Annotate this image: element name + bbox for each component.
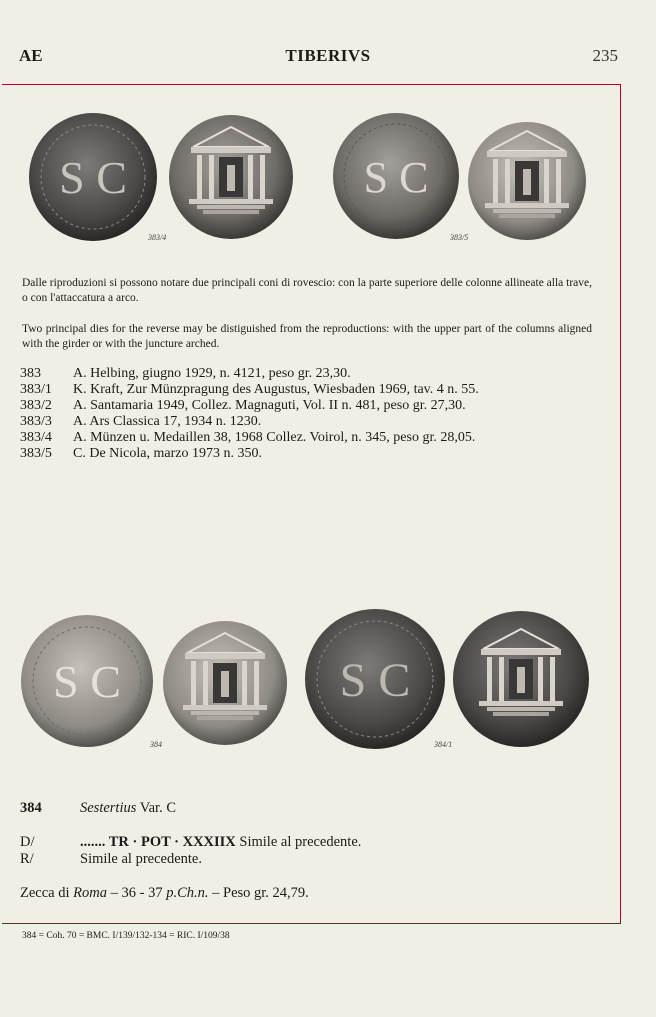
entry-reverse	[20, 851, 202, 868]
mint-era: p.Ch.n.	[166, 885, 209, 901]
reference-row	[20, 430, 610, 446]
entry-variant: Var. C	[136, 800, 177, 816]
paragraph-english: Two principal dies for the reverse may be distiguished from the reproductions: with the upper part of the columns aligned with the girder or with the juncture arched.	[22, 323, 592, 350]
entry-obverse	[20, 834, 361, 851]
coin-reverse-383-4	[166, 112, 296, 242]
footnote: 384 = Coh. 70 = BMC. I/139/132-134 = RIC. I/109/38	[22, 931, 230, 941]
mint-weight: – Peso gr. 24,79.	[208, 885, 309, 901]
header-title: TIBERIVS	[285, 46, 371, 65]
coin-obverse-384	[18, 612, 156, 750]
obverse-dots: .......	[80, 834, 109, 850]
mint-city: Roma	[73, 885, 107, 901]
reference-number: 383/4	[20, 430, 52, 445]
caption-383-4: 383/4	[148, 233, 167, 242]
sc-legend: S C	[53, 656, 121, 707]
reference-text: A. Santamaria 1949, Collez. Magnaguti, Vol. II n. 481, peso gr. 27,30.	[73, 398, 466, 413]
reference-number: 383	[20, 366, 41, 381]
coin-obverse-383-4	[26, 110, 160, 244]
entry-denomination: Sestertius	[80, 800, 137, 816]
reference-number: 383/3	[20, 414, 52, 429]
coin-obverse-383-5	[330, 110, 462, 242]
entry-number: 384	[20, 800, 42, 816]
reference-row	[20, 414, 610, 430]
mint-date: – 36 - 37	[106, 885, 167, 901]
coin-plate-bottom	[0, 598, 656, 768]
reference-text: A. Münzen u. Medaillen 38, 1968 Collez. Voirol, n. 345, peso gr. 28,05.	[73, 430, 476, 445]
coin-obverse-384-1	[302, 606, 448, 752]
header-left: AE	[19, 46, 43, 65]
reference-text: K. Kraft, Zur Münzpragung des Augustus, Wiesbaden 1969, tav. 4 n. 55.	[73, 382, 479, 397]
entry-heading	[20, 800, 176, 817]
reference-row	[20, 366, 610, 382]
reference-row	[20, 398, 610, 414]
caption-384: 384	[150, 740, 162, 749]
reference-number: 383/1	[20, 382, 52, 397]
sc-legend: S C	[363, 153, 429, 202]
reference-row	[20, 382, 610, 398]
reference-list	[20, 366, 610, 462]
page-number: 235	[592, 46, 618, 65]
paragraph-italian: Dalle riproduzioni si possono notare due principali coni di rovescio: con la parte superiore delle colonne allineate alla trave, o con l'attaccatura a arco.	[22, 277, 593, 304]
reference-text: C. De Nicola, marzo 1973 n. 350.	[73, 446, 262, 461]
coin-reverse-384-1	[450, 608, 592, 750]
caption-384-1: 384/1	[434, 740, 453, 749]
reference-row	[20, 446, 610, 462]
coin-reverse-383-5	[466, 120, 588, 242]
reference-number: 383/2	[20, 398, 52, 413]
entry-mint	[20, 885, 309, 902]
reference-text: A. Ars Classica 17, 1934 n. 1230.	[73, 414, 262, 429]
reverse-label: R/	[20, 851, 34, 867]
obverse-legend: TR · POT · XXXIIX	[108, 834, 236, 850]
caption-383-5: 383/5	[450, 233, 469, 242]
reference-text: A. Helbing, giugno 1929, n. 4121, peso gr. 23,30.	[73, 366, 351, 381]
sc-legend: S C	[59, 152, 127, 203]
reference-number: 383/5	[20, 446, 52, 461]
reverse-text: Simile al precedente.	[80, 851, 202, 867]
obverse-text: Simile al precedente.	[235, 834, 362, 850]
mint-prefix: Zecca di	[20, 885, 74, 901]
coin-reverse-384	[160, 618, 290, 748]
sc-legend: S C	[339, 654, 411, 707]
obverse-label: D/	[20, 834, 35, 850]
coin-plate-top	[0, 98, 656, 258]
